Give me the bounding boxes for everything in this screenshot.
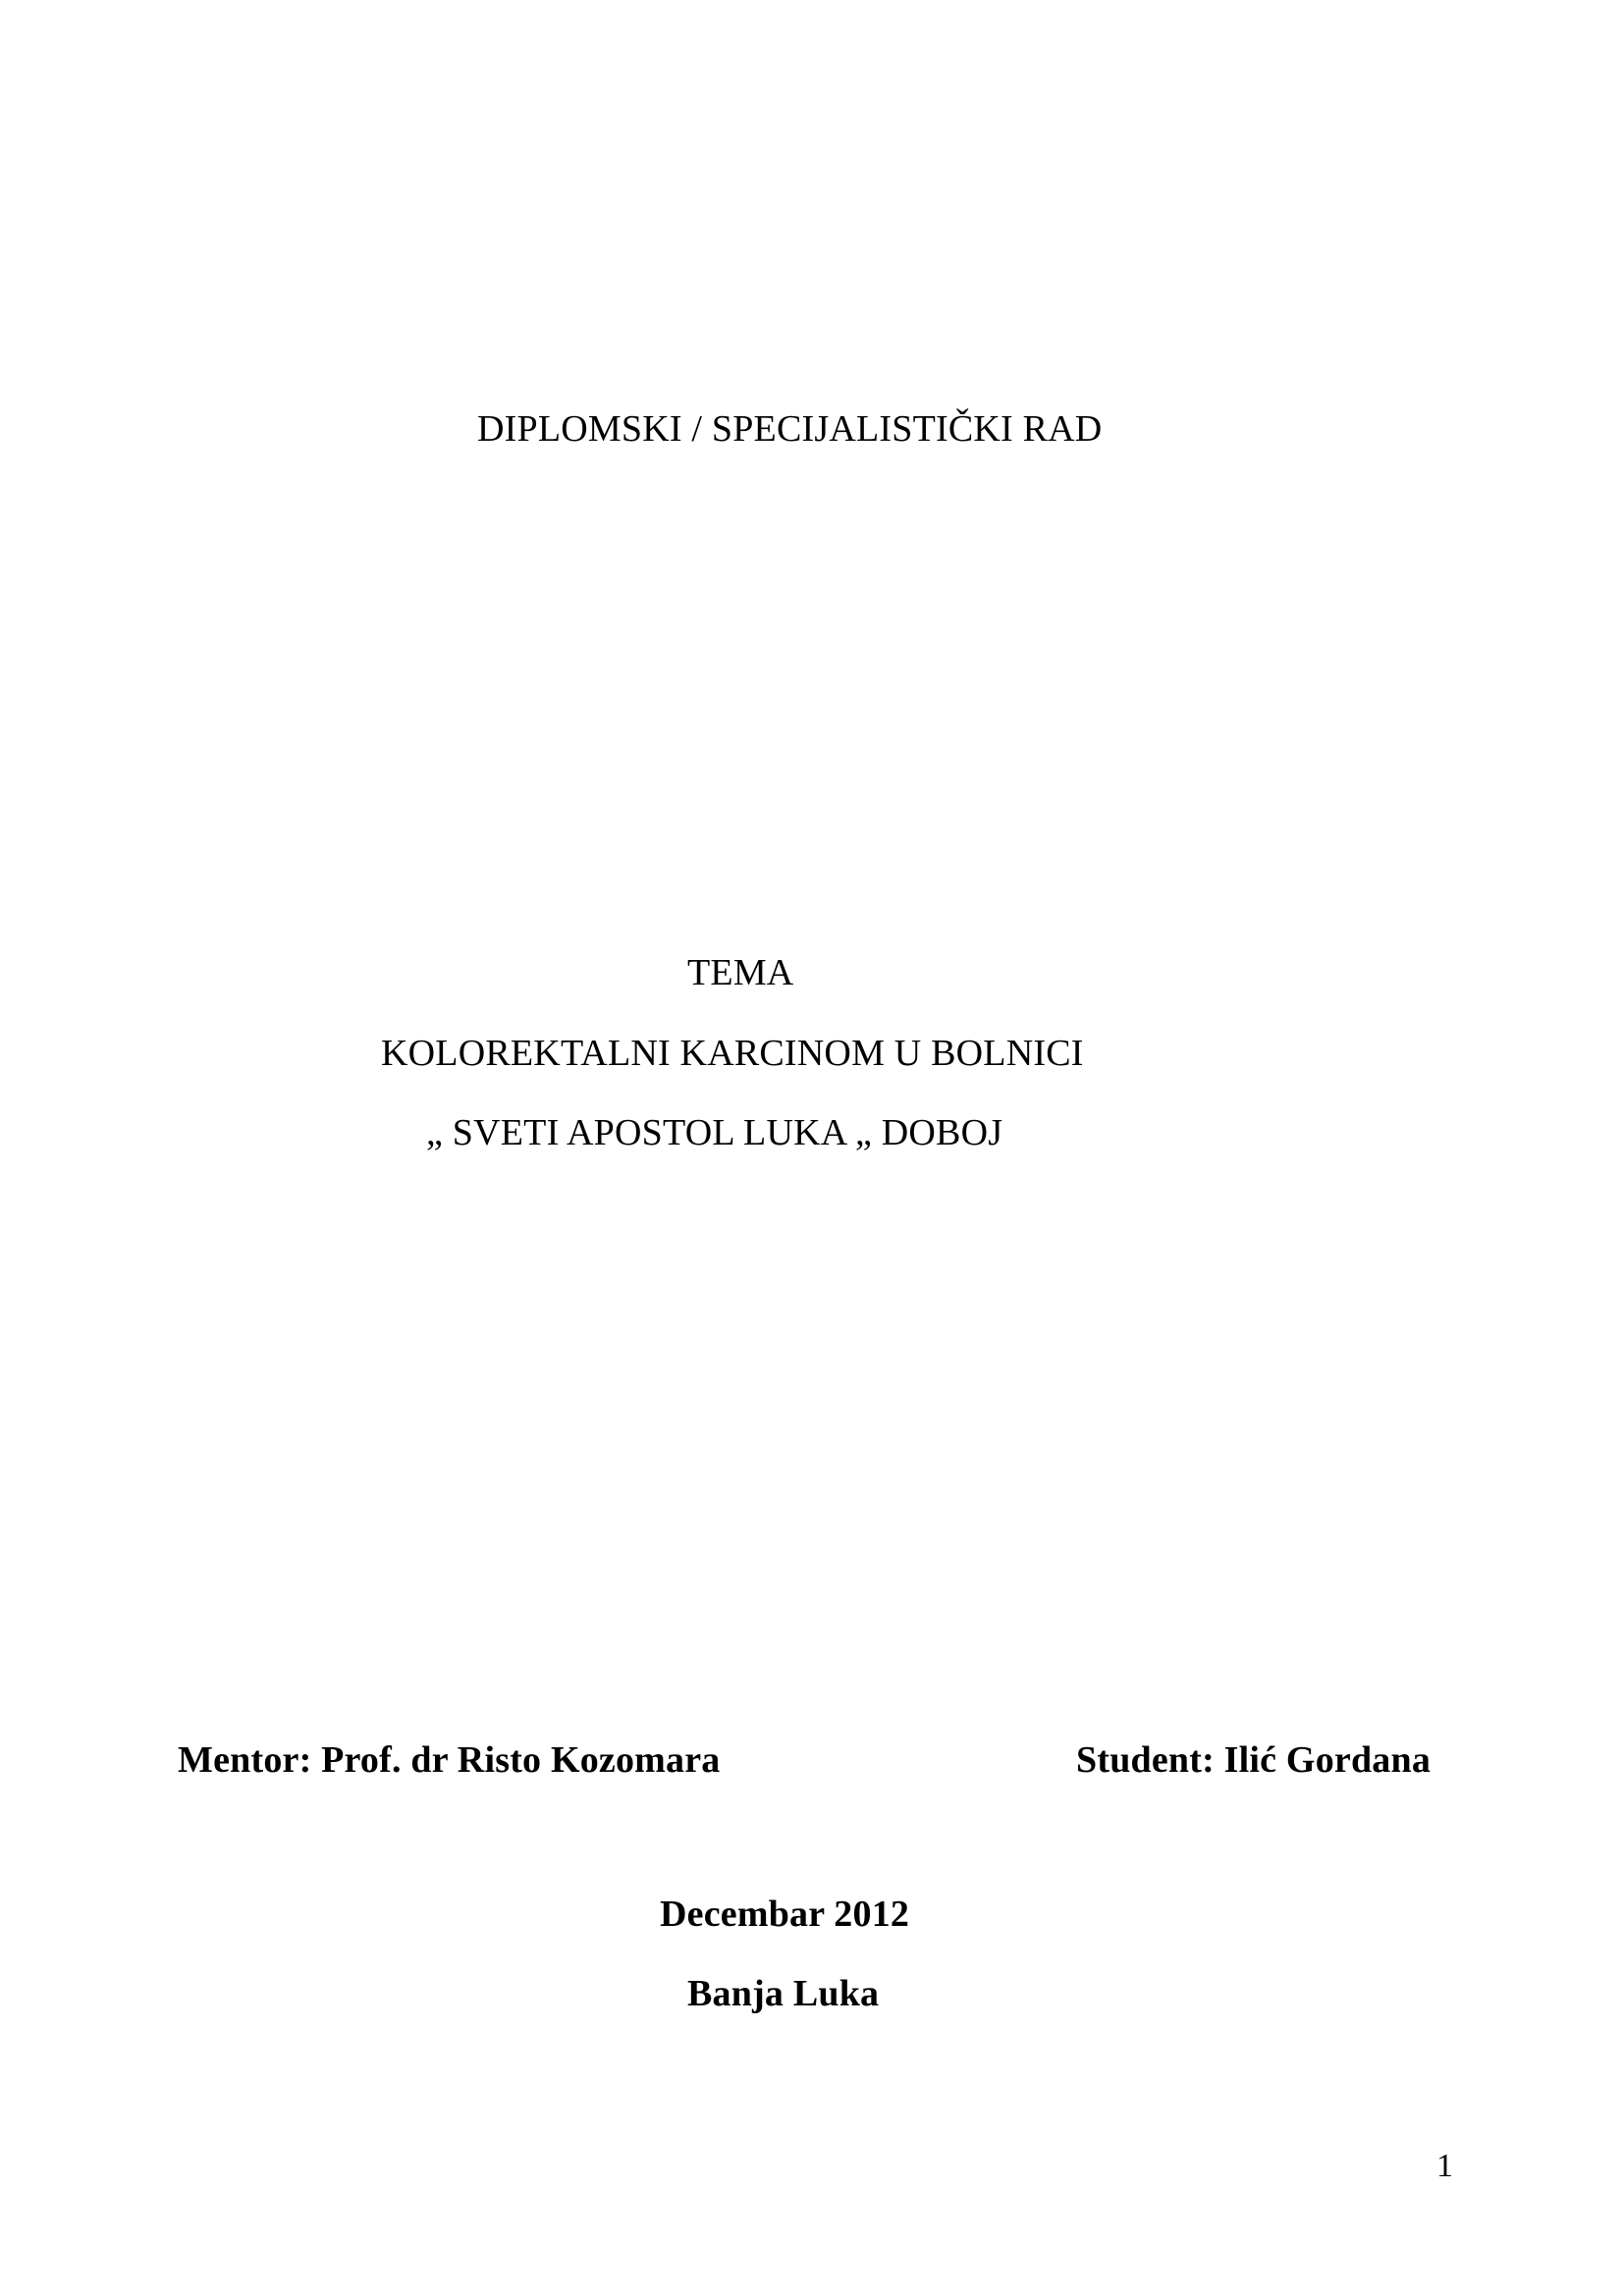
submission-place: Banja Luka: [687, 1973, 880, 2014]
thesis-heading: DIPLOMSKI / SPECIJALISTIČKI RAD: [477, 408, 1103, 450]
mentor-name: Mentor: Prof. dr Risto Kozomara: [178, 1739, 721, 1781]
topic-label: TEMA: [687, 952, 794, 993]
submission-date: Decembar 2012: [660, 1894, 910, 1935]
student-name: Student: Ilić Gordana: [1076, 1739, 1432, 1781]
thesis-title-line-1: KOLOREKTALNI KARCINOM U BOLNICI: [381, 1033, 1084, 1074]
page-number: 1: [1436, 2148, 1454, 2184]
thesis-title-line-2: „ SVETI APOSTOL LUKA „ DOBOJ: [426, 1112, 1003, 1153]
